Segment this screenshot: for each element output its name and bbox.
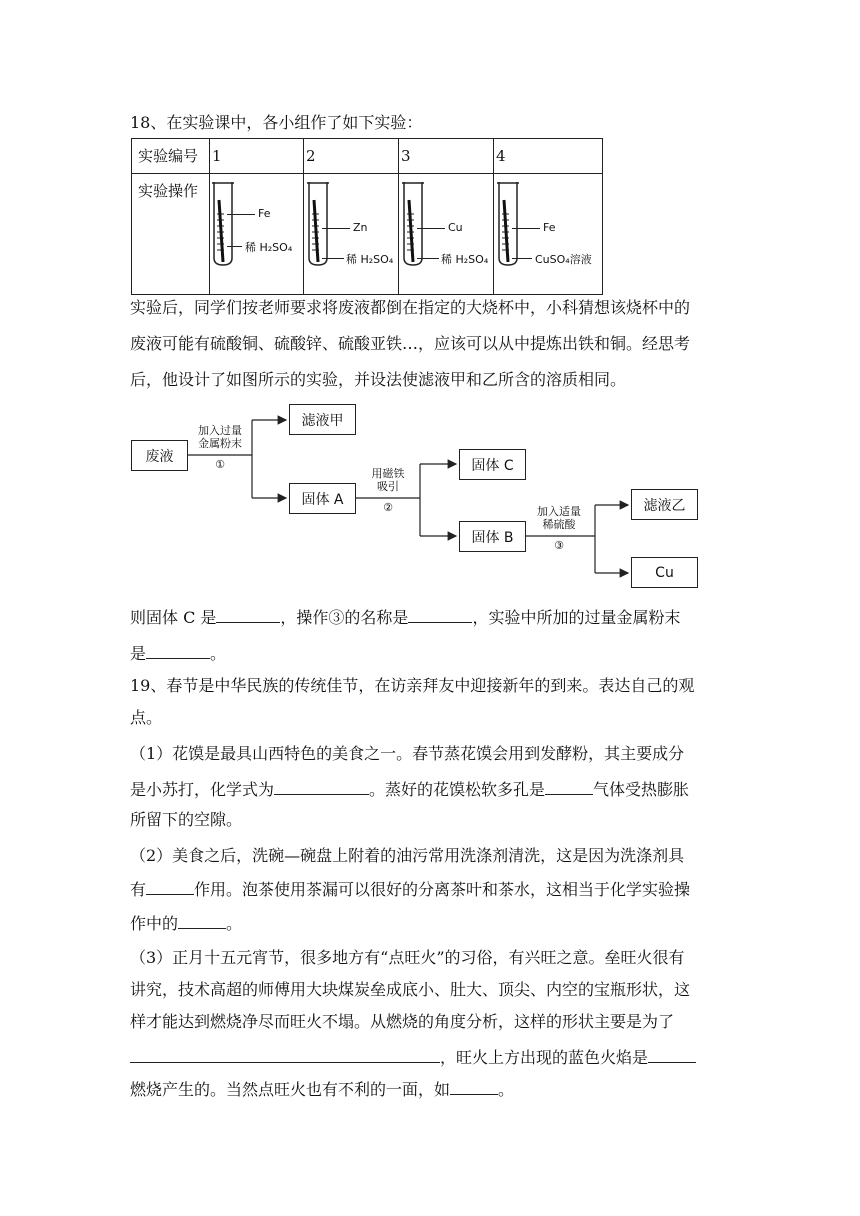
q19-part1-line-2: 是小苏打，化学式为 。蒸好的花馍松软多孔是 气体受热膨胀: [130, 780, 690, 799]
step-1-label: 加入过量 金属粉末: [198, 424, 242, 450]
q18-intro: 18、在实验课中，各小组作了如下实验：: [130, 113, 423, 132]
q19-part3-line-2: 讲究，技术高超的师傅用大块煤炭垒成底小、肚大、顶尖、内空的宝瓶形状，这: [130, 980, 691, 999]
tube-2-solution: 稀 H₂SO₄: [346, 253, 394, 266]
step-1-number: ①: [215, 458, 225, 471]
q19-part2-line-2: 有 作用。泡茶使用茶漏可以很好的分离茶叶和茶水，这相当于化学实验操: [130, 880, 691, 899]
answer-blank-blue-flame[interactable]: [648, 1046, 696, 1063]
tube-1-solution: 稀 H₂SO₄: [245, 241, 293, 254]
experiment-number-3: 3: [401, 147, 411, 165]
answer-blank-operation-3[interactable]: [408, 606, 472, 623]
tube-3-solution: 稀 H₂SO₄: [441, 253, 489, 266]
answer-blank-disadvantage[interactable]: [450, 1078, 498, 1095]
step-2-label: 用磁铁 吸引: [371, 467, 405, 493]
copper-box: Cu: [631, 557, 698, 588]
q19-intro-line-2: 点。: [130, 708, 163, 727]
solid-b-box: 固体 B: [459, 521, 526, 552]
table-header-operation: 实验操作: [138, 182, 199, 200]
answer-blank-detergent[interactable]: [146, 878, 194, 895]
q18-question-line-2: 是 。: [130, 644, 227, 663]
q19-part2-line-3: 作中的 。: [130, 914, 243, 933]
q19-intro-line-1: 19、春节是中华民族的传统佳节，在访亲拜友中迎接新年的到来。表达自己的观: [130, 676, 695, 695]
filtrate-b-box: 滤液乙: [631, 489, 698, 520]
tube-3-metal: Cu: [448, 221, 463, 234]
filtrate-a-box: 滤液甲: [289, 404, 356, 435]
experiment-number-4: 4: [496, 147, 506, 165]
tube-2-metal: Zn: [353, 221, 368, 234]
answer-blank-formula[interactable]: [274, 778, 369, 795]
q19-part3-line-4: ，旺火上方出现的蓝色火焰是: [130, 1046, 696, 1068]
answer-blank-metal-powder[interactable]: [146, 642, 210, 659]
q19-part1-line-3: 所留下的空隙。: [130, 810, 243, 829]
waste-liquid-box: 废液: [131, 440, 188, 471]
step-2-number: ②: [383, 501, 393, 514]
answer-blank-purpose[interactable]: [130, 1046, 440, 1063]
answer-blank-operation[interactable]: [178, 912, 226, 929]
q19-part2-line-1: （2）美食之后，洗碗—碗盘上附着的油污常用洗涤剂清洗，这是因为洗涤剂具: [130, 846, 685, 865]
step-3-number: ③: [554, 539, 564, 552]
solid-c-box: 固体 C: [459, 449, 526, 480]
step-3-label: 加入适量 稀硫酸: [537, 505, 581, 531]
q19-part3-line-5: 燃烧产生的。当然点旺火也有不利的一面，如 。: [130, 1080, 515, 1099]
solid-a-box: 固体 A: [289, 483, 356, 514]
q18-paragraph-line-1: 实验后，同学们按老师要求将废液都倒在指定的大烧杯中，小科猜想该烧杯中的: [130, 298, 691, 317]
answer-blank-gas[interactable]: [545, 778, 593, 795]
tube-4-metal: Fe: [543, 221, 556, 234]
q18-paragraph-line-3: 后，他设计了如图所示的实验，并设法使滤液甲和乙所含的溶质相同。: [130, 370, 627, 389]
q19-part3-line-1: （3）正月十五元宵节，很多地方有“点旺火”的习俗，有兴旺之意。垒旺火很有: [130, 948, 685, 967]
q19-part3-line-3: 样才能达到燃烧净尽而旺火不塌。从燃烧的角度分析，这样的形状主要是为了: [130, 1012, 675, 1031]
experiment-number-2: 2: [306, 147, 316, 165]
table-header-number: 实验编号: [138, 147, 199, 165]
q19-part1-line-1: （1）花馍是最具山西特色的美食之一。春节蒸花馍会用到发酵粉，其主要成分: [130, 744, 685, 763]
q18-question-line-1: 则固体 C 是 ，操作③的名称是 ，实验中所加的过量金属粉末: [130, 608, 681, 627]
tube-4-solution: CuSO₄溶液: [535, 253, 592, 266]
q18-paragraph-line-2: 废液可能有硫酸铜、硫酸锌、硫酸亚铁…，应该可以从中提炼出铁和铜。经思考: [130, 334, 691, 353]
tube-1-metal: Fe: [258, 207, 271, 220]
experiment-number-1: 1: [212, 147, 222, 165]
answer-blank-solid-c[interactable]: [216, 606, 280, 623]
